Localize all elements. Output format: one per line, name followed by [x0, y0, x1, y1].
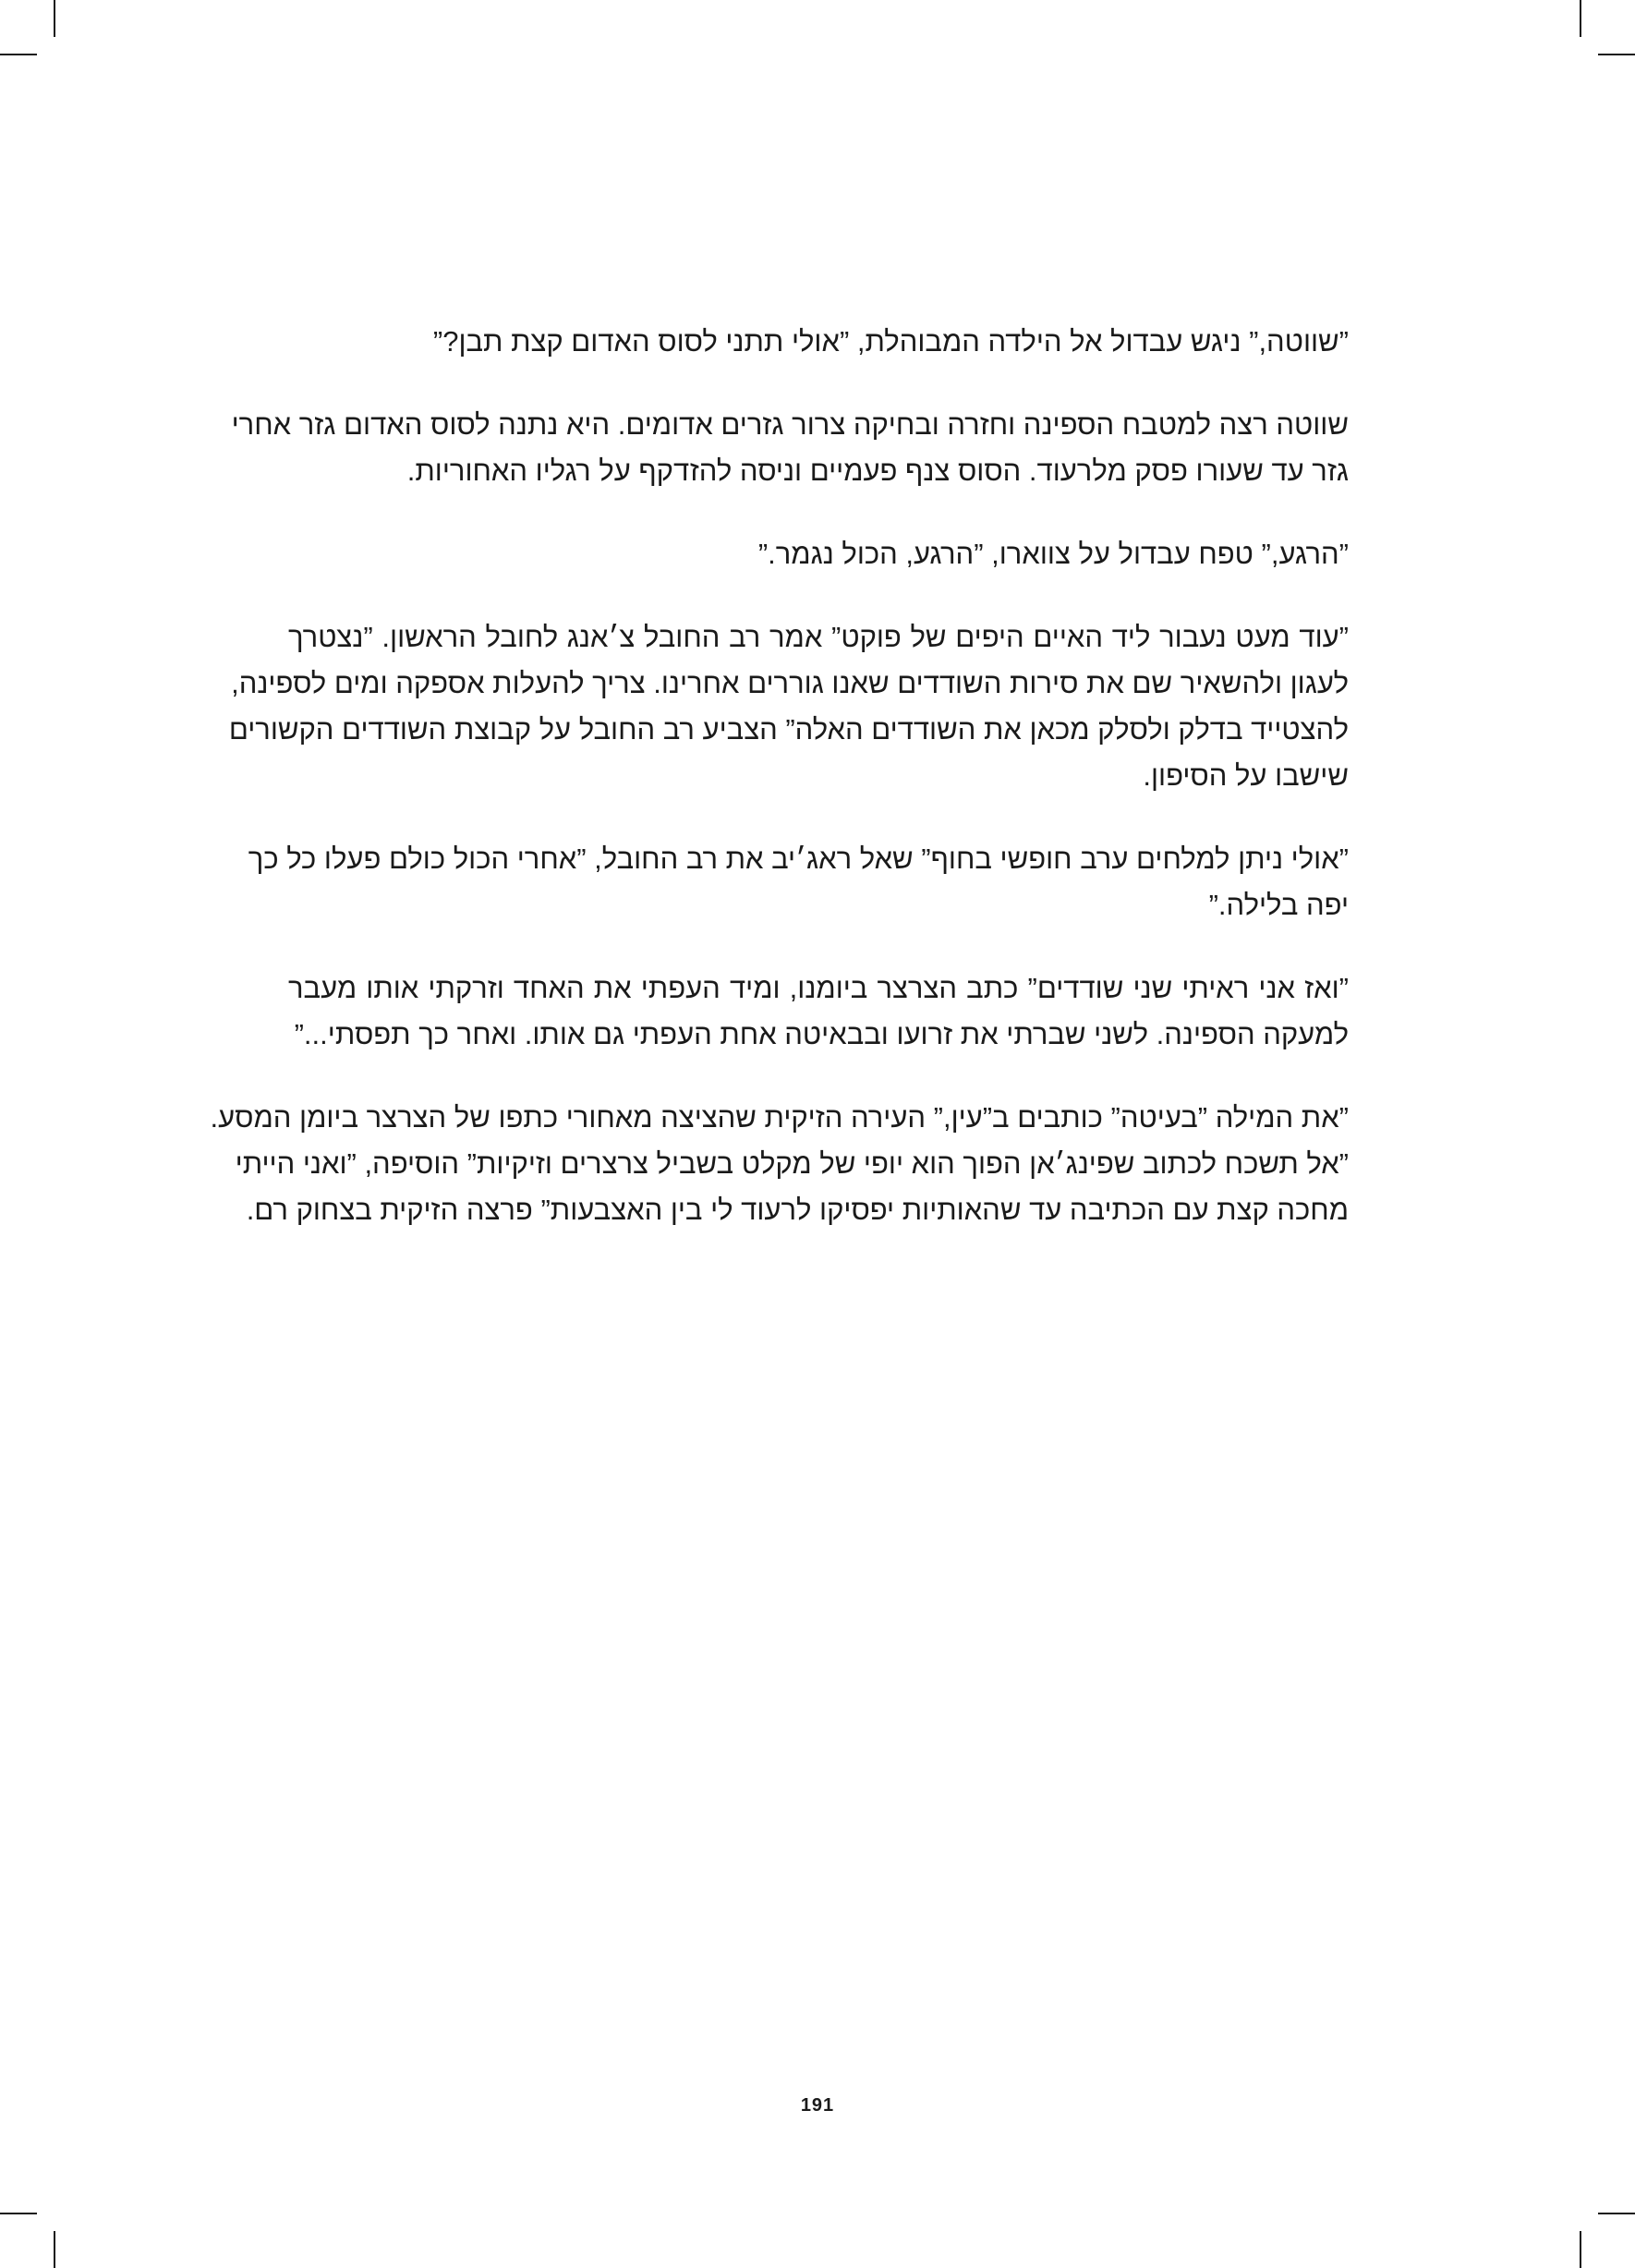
text-line: ”אל תשכח לכתוב שפינג׳אן הפוך הוא יופי של מקלט בשביל צרצרים וזיקיות” הוסיפה, ”ואני הייתי [235, 1147, 1349, 1180]
text-line: להצטייד בדלק ולסלק מכאן את השודדים האלה” הצביע רב החובל על קבוצת השודדים הקשורים [228, 713, 1349, 746]
text-line: שישבו על הסיפון. [1143, 759, 1349, 792]
crop-mark-bottom-right-vertical [1580, 2231, 1581, 2268]
crop-mark-bottom-right-horizontal [1598, 2213, 1635, 2214]
body-text [210, 319, 1349, 1270]
paragraph-6 [288, 965, 1349, 1058]
text-line: מחכה קצת עם הכתיבה עד שהאותיות יפסיקו לרעוד לי בין האצבעות” פרצה הזיקית בצחוק רם. [246, 1194, 1349, 1226]
text-line: ”עוד מעט נעבור ליד האיים היפים של פוקט” אמר רב החובל צ׳אנג לחובל הראשון. ”נצטרך [288, 621, 1349, 653]
text-line: למעקה הספינה. לשני שברתי את זרועו ובבאיטה אחת העפתי גם אותו. ואחר כך תפסתי...” [294, 1018, 1349, 1050]
page-number: 191 [800, 2095, 835, 2116]
text-line: גזר עד שעורו פסק מלרעוד. הסוס צנף פעמיים וניסה להזדקף על רגליו האחוריות. [406, 455, 1349, 487]
paragraph-4 [228, 614, 1349, 799]
crop-mark-top-right-vertical [1580, 0, 1581, 37]
crop-mark-top-right-horizontal [1598, 54, 1635, 55]
crop-mark-bottom-left-horizontal [0, 2213, 37, 2214]
paragraph-7 [210, 1095, 1349, 1233]
paragraph-2 [231, 402, 1349, 494]
text-line: ”את המילה ”בעיטה” כותבים ב”עין,” העירה הזיקית שהציצה מאחורי כתפו של הצרצר ביומן המסע. [210, 1101, 1349, 1134]
crop-mark-bottom-left-vertical [54, 2231, 55, 2268]
paragraph-1 [288, 319, 1349, 365]
paragraph-5 [248, 836, 1349, 928]
paragraph-3 [288, 531, 1349, 577]
text-line: ”אולי ניתן למלחים ערב חופשי בחוף” שאל ראג׳יב את רב החובל, ”אחרי הכול כולם פעלו כל כך [248, 843, 1349, 875]
text-line: ”ואז אני ראיתי שני שודדים” כתב הצרצר ביומנו, ומיד העפתי את האחד וזרקתי אותו מעבר [288, 972, 1349, 1004]
text-line: לעגון ולהשאיר שם את סירות השודדים שאנו גוררים אחרינו. צריך להעלות אספקה ומים לספינה, [231, 667, 1349, 699]
text-line: ”הרגע,” טפח עבדול על צווארו, ”הרגע, הכול נגמר.” [757, 538, 1349, 570]
crop-mark-top-left-horizontal [0, 54, 37, 55]
text-line: שווטה רצה למטבח הספינה וחזרה ובחיקה צרור גזרים אדומים. היא נתנה לסוס האדום גזר אחרי [231, 408, 1349, 441]
text-line: יפה בלילה.” [1208, 889, 1349, 921]
text-line: ”שווטה,” ניגש עבדול אל הילדה המבוהלת, ”אולי תתני לסוס האדום קצת תבן?” [432, 325, 1349, 358]
crop-mark-top-left-vertical [54, 0, 55, 37]
